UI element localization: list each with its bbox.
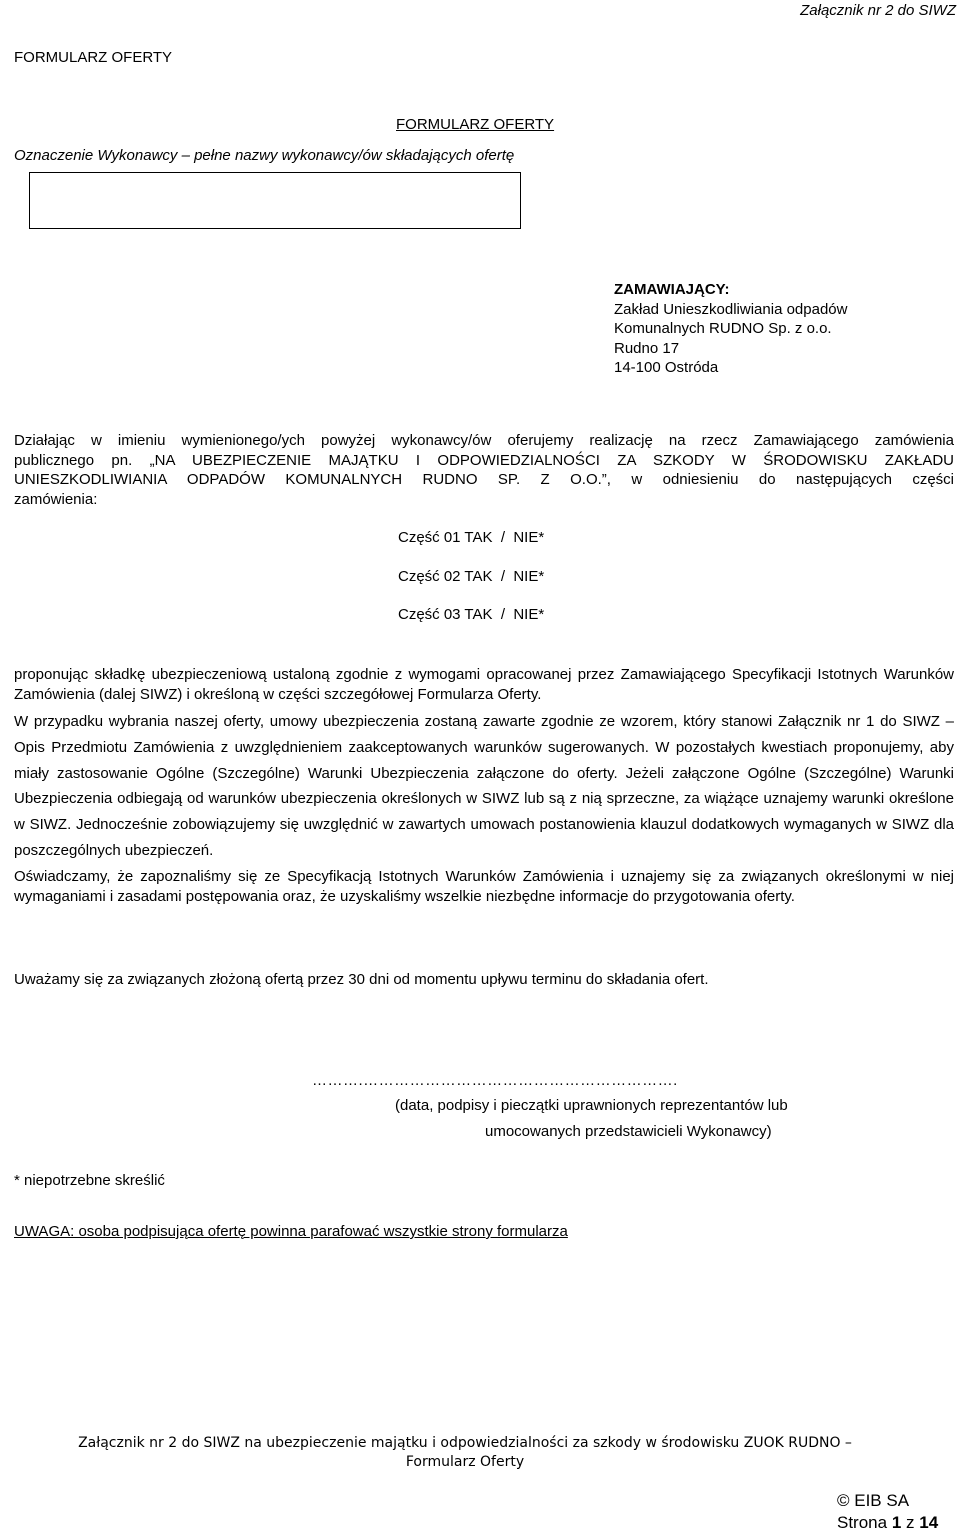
part-option[interactable]: Część 03 TAK / NIE* bbox=[398, 606, 545, 623]
form-title: FORMULARZ OFERTY bbox=[396, 116, 555, 133]
strike-note: * niepotrzebne skreślić bbox=[14, 1172, 165, 1189]
attachment-label: Załącznik nr 2 do SIWZ bbox=[800, 2, 956, 19]
contractor-name-box[interactable] bbox=[29, 172, 521, 229]
paragraph-premium: proponując składkę ubezpieczeniową ustaloną zgodnie z wymogami opracowanej przez Zamawiającego Specyfikacji Istotnych Warunków Zamówienia (dalej SIWZ) i określoną w części szczegółowej Formularza Oferty. bbox=[14, 666, 954, 703]
buyer-line: Rudno 17 bbox=[614, 339, 680, 357]
footer-line: Załącznik nr 2 do SIWZ na ubezpieczenie majątku i odpowiedzialności za szkody w środowisku ZUOK RUDNO – bbox=[78, 1435, 852, 1451]
buyer-line: Zakład Unieszkodliwiania odpadów bbox=[614, 300, 848, 318]
page-number: 1 bbox=[891, 1513, 902, 1532]
intro-line: zamówienia: bbox=[14, 490, 98, 508]
footer-line: Formularz Oferty bbox=[405, 1454, 525, 1470]
form-title-small: FORMULARZ OFERTY bbox=[14, 49, 173, 66]
page-total: 14 bbox=[919, 1513, 939, 1532]
buyer-heading: ZAMAWIAJĄCY: bbox=[614, 281, 730, 298]
intro-line: UNIESZKODLIWIANIA ODPADÓW KOMUNALNYCH RUDNO SP. Z O.O.”, w odniesieniu do następujących części bbox=[14, 471, 954, 489]
signature-line: ……….……………………………………………………. bbox=[312, 1072, 678, 1089]
part-option[interactable]: Część 01 TAK / NIE* bbox=[398, 529, 545, 546]
paragraph-validity: Uważamy się za związanych złożoną ofertą przez 30 dni od momentu upływu terminu do składania ofert. bbox=[14, 971, 709, 988]
copyright: © EIB SA bbox=[837, 1491, 910, 1510]
signature-caption: umocowanych przedstawicieli Wykonawcy) bbox=[485, 1123, 772, 1140]
buyer-line: 14-100 Ostróda bbox=[614, 359, 719, 376]
contractor-label: Oznaczenie Wykonawcy – pełne nazwy wykonawcy/ów składających ofertę bbox=[14, 147, 515, 164]
signature-caption: (data, podpisy i pieczątki uprawnionych reprezentantów lub bbox=[395, 1097, 788, 1114]
part-option[interactable]: Część 02 TAK / NIE* bbox=[398, 568, 545, 585]
paragraph-contract: W przypadku wybrania naszej oferty, umowy ubezpieczenia zostaną zawarte zgodnie ze wzorem, który stanowi Załącznik nr 1 do SIWZ – Opis Przedmiotu Zamówienia z uwzględnieniem zaakceptowanych warunków sugerowanych. W pozostałych kwestiach proponujemy, aby miały zastosowanie Ogólne (Szczególne) Warunki Ubezpieczenia załączone do oferty. Jeżeli załączone Ogólne (Szczególne) Warunki Ubezpieczenia odbiegają od warunków ubezpieczenia określonych w SIWZ lub są z nią sprzeczne, za wiążące uznajemy warunki określone w SIWZ. Jednocześnie zobowiązujemy się uwzględnić w zawartych umowach postanowienia klauzul dodatkowych wymaganych w SIWZ dla poszczególnych ubezpieczeń. bbox=[14, 713, 954, 859]
page-footer bbox=[0, 1434, 930, 1472]
page-separator: z bbox=[906, 1513, 915, 1532]
page-label: Strona bbox=[837, 1513, 888, 1532]
page-counter bbox=[837, 1513, 938, 1533]
paragraph-declaration: Oświadczamy, że zapoznaliśmy się ze Specyfikacją Istotnych Warunków Zamówienia i uznajemy się za związanych określonymi w niej wymaganiami i zasadami postępowania oraz, że uzyskaliśmy wszelkie niezbędne informacje do przygotowania oferty. bbox=[14, 868, 954, 905]
intro-paragraph bbox=[14, 431, 954, 509]
warning-note: UWAGA: osoba podpisująca ofertę powinna parafować wszystkie strony formularza bbox=[14, 1223, 568, 1240]
buyer-block bbox=[614, 280, 847, 378]
intro-line: Działając w imieniu wymienionego/ych powyżej wykonawcy/ów oferujemy realizację na rzecz Zamawiającego zamówienia bbox=[14, 432, 954, 449]
intro-line: publicznego pn. „NA UBEZPIECZENIE MAJĄTKU I ODPOWIEDZIALNOŚCI ZA SZKODY W ŚRODOWISKU ZAKŁADU bbox=[14, 451, 954, 469]
buyer-line: Komunalnych RUDNO Sp. z o.o. bbox=[614, 320, 832, 337]
